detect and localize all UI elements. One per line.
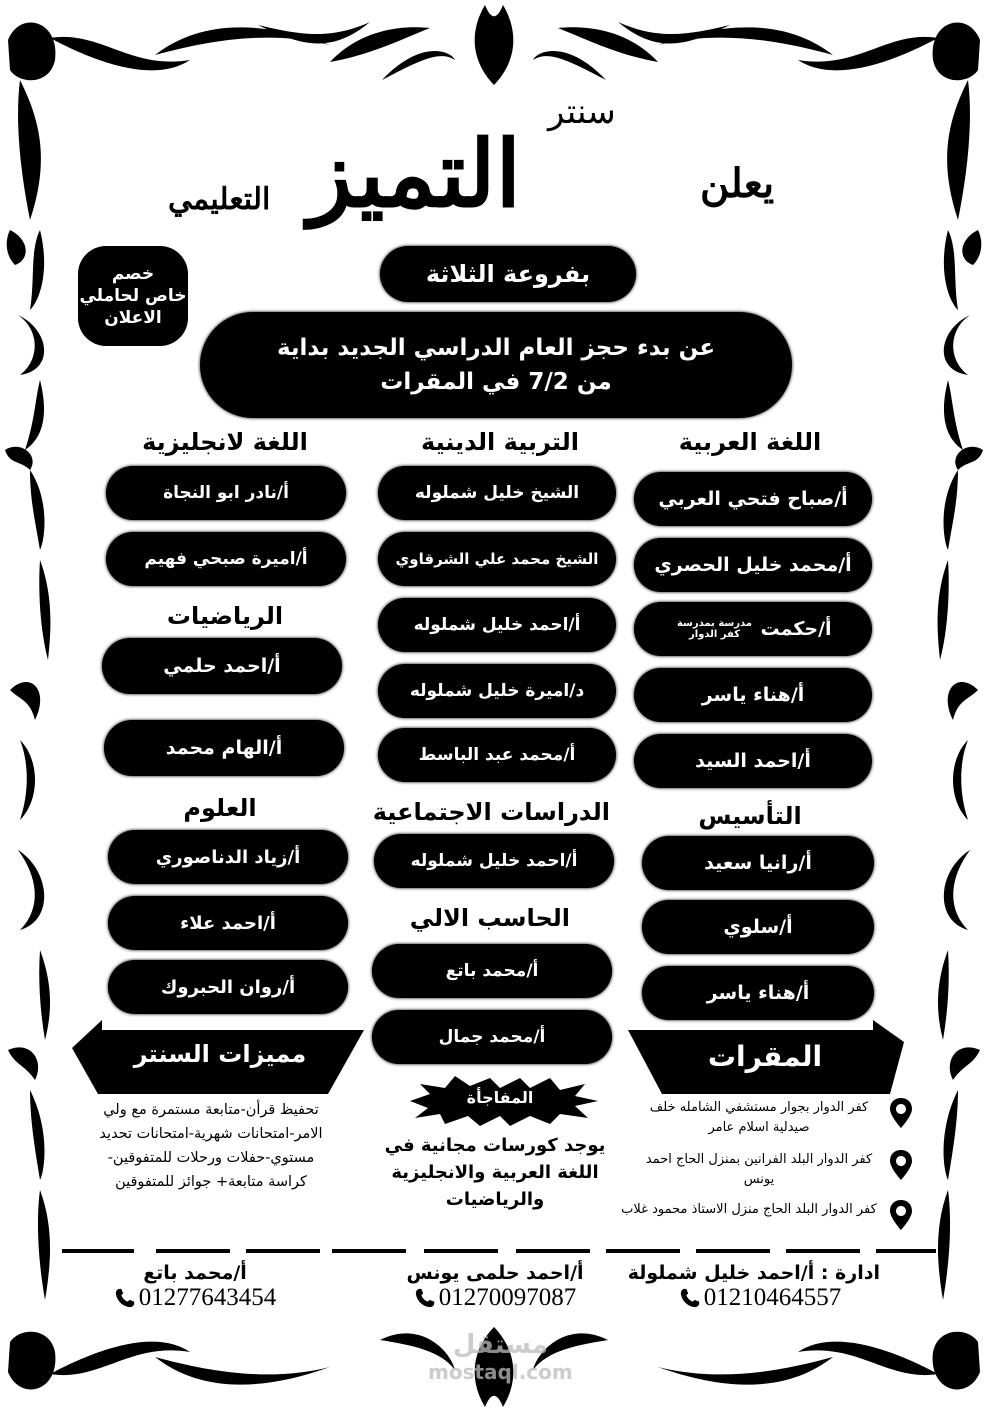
locations-banner: المقرات bbox=[707, 1040, 823, 1073]
phone-icon bbox=[414, 1287, 436, 1309]
teacher-name: أ/الهام محمد bbox=[165, 737, 283, 759]
contact-phone[interactable]: 01270097087 bbox=[438, 1284, 577, 1311]
contact-teacher bbox=[390, 1262, 600, 1312]
teacher-pill bbox=[102, 638, 342, 694]
teacher-pill bbox=[372, 944, 612, 998]
section-header-social-studies: الدراسات الاجتماعية bbox=[372, 798, 610, 826]
teacher-pill bbox=[374, 834, 614, 888]
badge-line: الاعلان bbox=[104, 308, 162, 329]
teacher-name: أ/رانيا سعيد bbox=[704, 852, 812, 874]
section-header-foundation: التأسيس bbox=[698, 802, 802, 830]
teacher-note: مدرسة بمدرسة كفر الدوار bbox=[676, 618, 752, 640]
map-pin-icon bbox=[890, 1150, 912, 1180]
watermark-arabic: مستقل bbox=[452, 1330, 548, 1360]
teacher-pill bbox=[378, 664, 616, 718]
teacher-pill bbox=[642, 836, 874, 890]
teacher-name: د/اميرة خليل شملوله bbox=[409, 681, 585, 701]
teacher-pill bbox=[106, 466, 346, 520]
announcement-line-2: من 7/2 في المقرات bbox=[380, 369, 612, 395]
location-item bbox=[636, 1098, 912, 1138]
teacher-pill bbox=[378, 598, 616, 652]
contact-teacher bbox=[90, 1262, 300, 1312]
teacher-name: أ/حكمت bbox=[760, 618, 832, 640]
location-text: كفر الدوار بجوار مستشفي الشامله خلف صيدلية اسلام عامر bbox=[649, 1100, 869, 1135]
branches-pill bbox=[380, 246, 636, 302]
teacher-pill bbox=[378, 728, 616, 782]
section-header-english: اللغة لانجليزية bbox=[142, 428, 308, 456]
title-suffix: التعليمي bbox=[168, 182, 271, 217]
teacher-name: أ/روان الحبروك bbox=[160, 976, 296, 998]
section-header-science: العلوم bbox=[183, 794, 257, 822]
teacher-name: الشيخ خليل شملوله bbox=[414, 483, 580, 503]
teacher-name: أ/احمد خليل شملوله bbox=[410, 851, 578, 871]
surprise-text: يوجد كورسات مجانية في اللغة العربية والانجليزية والرياضيات bbox=[384, 1135, 606, 1210]
teacher-name: أ/صباح فتحي العربي bbox=[658, 488, 848, 510]
contact-admin bbox=[627, 1262, 880, 1312]
teacher-pill bbox=[378, 466, 616, 520]
phone-icon bbox=[114, 1287, 136, 1309]
teacher-name: أ/نادر ابو النجاة bbox=[163, 483, 289, 503]
surprise-label: المفاجأة bbox=[466, 1088, 534, 1107]
teacher-name: أ/اميرة صبحي فهيم bbox=[144, 549, 308, 569]
section-header-math: الرياضيات bbox=[166, 602, 284, 630]
teacher-name: أ/احمد خليل شملوله bbox=[413, 615, 581, 635]
features-banner: مميزات السنتر bbox=[133, 1040, 307, 1068]
watermark bbox=[428, 1330, 573, 1384]
page-title: التميز bbox=[308, 120, 522, 228]
discount-badge bbox=[78, 246, 188, 346]
watermark-latin: mostaql.com bbox=[428, 1360, 573, 1384]
contact-name: ادارة : أ/احمد خليل شملولة bbox=[627, 1262, 880, 1284]
badge-line: خصم bbox=[111, 263, 155, 284]
teacher-pill bbox=[378, 532, 616, 586]
badge-line: خاص لحاملي bbox=[79, 285, 187, 306]
announcement-line-1: عن بدء حجز العام الدراسي الجديد بداية bbox=[276, 334, 716, 361]
location-item bbox=[636, 1150, 912, 1190]
section-header-religion: التربية الدينية bbox=[421, 428, 579, 456]
section-header-arabic: اللغة العربية bbox=[678, 428, 822, 456]
contact-phone-row bbox=[640, 1284, 880, 1312]
branches-label: بفروعة الثلاثة bbox=[425, 260, 591, 288]
location-text: كفر الدوار البلد الحاج منزل الاستاذ محمود غلاب bbox=[621, 1202, 877, 1217]
announcement-pill bbox=[200, 312, 792, 418]
contact-phone[interactable]: 01277643454 bbox=[138, 1284, 277, 1311]
phone-icon bbox=[679, 1287, 701, 1309]
teacher-name: أ/محمد عبد الباسط bbox=[418, 745, 576, 765]
teacher-name: أ/محمد خليل الحصري bbox=[654, 554, 852, 576]
map-pin-icon bbox=[890, 1200, 912, 1230]
teacher-name: أ/محمد باتع bbox=[445, 961, 539, 981]
location-item bbox=[616, 1200, 912, 1230]
teacher-pill bbox=[372, 1010, 612, 1064]
teacher-pill bbox=[106, 532, 346, 586]
title-prefix: يعلن bbox=[700, 160, 775, 207]
teacher-pill bbox=[108, 830, 348, 884]
teacher-pill bbox=[108, 896, 348, 950]
contact-name: أ/احمد حلمى يونس bbox=[406, 1262, 584, 1284]
teacher-pill bbox=[634, 668, 872, 722]
section-header-computer: الحاسب الالي bbox=[409, 904, 570, 932]
teacher-name: أ/زياد الدناصوري bbox=[155, 846, 301, 868]
location-text: كفر الدوار البلد الفرانين بمنزل الحاج احمد يونس bbox=[645, 1152, 873, 1187]
contact-phone-row bbox=[90, 1284, 300, 1312]
contact-phone[interactable]: 01210464557 bbox=[703, 1284, 842, 1311]
features-text: تحفيظ قرأن-متابعة مستمرة مع ولي الامر-امتحانات شهرية-امتحانات تحديد مستوي-حفلات ورحلات للمتفوقين-كراسة متابعة+ جوائز للمتفوقين bbox=[99, 1102, 323, 1190]
teacher-name: أ/احمد حلمي bbox=[163, 655, 281, 677]
teacher-name: أ/محمد جمال bbox=[438, 1027, 546, 1047]
contact-name: أ/محمد باتع bbox=[143, 1262, 247, 1284]
teacher-pill bbox=[634, 538, 872, 592]
teacher-pill bbox=[634, 472, 872, 526]
teacher-name: أ/سلوي bbox=[723, 916, 793, 938]
teacher-name: الشيخ محمد علي الشرقاوي bbox=[395, 550, 599, 568]
contact-phone-row bbox=[390, 1284, 600, 1312]
teacher-name: أ/احمد علاء bbox=[180, 912, 276, 934]
map-pin-icon bbox=[890, 1098, 912, 1128]
teacher-pill bbox=[104, 720, 344, 776]
teacher-pill bbox=[634, 734, 872, 788]
teacher-name: أ/هناء ياسر bbox=[706, 982, 810, 1004]
teacher-pill bbox=[108, 960, 348, 1014]
teacher-pill bbox=[642, 966, 874, 1020]
teacher-pill bbox=[642, 900, 874, 954]
title-top-word: سنتر bbox=[548, 92, 616, 132]
teacher-name: أ/احمد السيد bbox=[695, 750, 811, 772]
teacher-pill bbox=[634, 602, 872, 656]
teacher-name: أ/هناء ياسر bbox=[701, 684, 805, 706]
